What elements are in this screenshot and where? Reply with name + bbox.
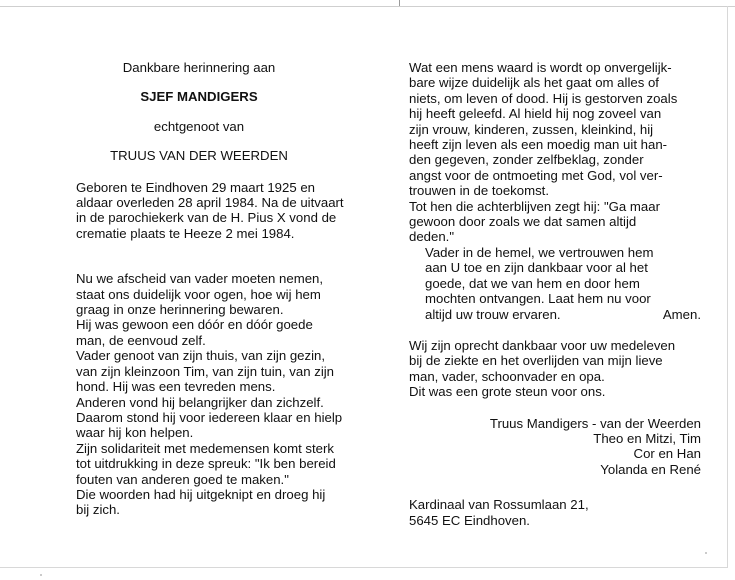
text-line: deden." [409, 229, 455, 245]
signature-line: Theo en Mitzi, Tim [593, 430, 701, 446]
right-edge-line [727, 6, 728, 568]
text-line: bij zich. [76, 502, 120, 518]
text-line: Wij zijn oprecht dankbaar voor uw medeleven [409, 337, 676, 353]
prayer-line: mochten ontvangen. Laat hem nu voor [425, 291, 651, 307]
text-line: trouwen in de toekomst. [409, 183, 550, 199]
text-line: hij heeft geleefd. Al hield hij nog zoveel van [409, 106, 662, 122]
amen-word: Amen. [662, 306, 701, 322]
text-line: van zijn kleinzoon Tim, van zijn tuin, van zijn [76, 363, 335, 379]
bio-line: crematie plaats te Heeze 2 mei 1984. [76, 225, 295, 241]
text-line: den gegeven, zonder zelfbeklag, zonder [409, 152, 644, 168]
spouse-name: TRUUS VAN DER WEERDEN [110, 148, 288, 164]
prayer-line: goede, dat we van hem en door hem [425, 275, 640, 291]
text-line: Die woorden had hij uitgeknipt en droeg hij [76, 486, 326, 502]
address-line: Kardinaal van Rossumlaan 21, [409, 497, 589, 513]
prayer-line: Vader in de hemel, we vertrouwen hem [425, 244, 654, 260]
text-line: fouten van anderen goed te maken." [76, 471, 289, 487]
prayer-line: aan U toe en zijn dankbaar voor al het [425, 260, 648, 276]
bottom-edge-line [0, 567, 728, 568]
text-line: heeft zijn leven als een moedig man uit han- [409, 137, 668, 153]
text-line: Hij was gewoon een dóór en dóór goede [76, 317, 313, 333]
text-line: graag in onze herinnering bewaren. [76, 302, 284, 318]
text-line: man, de eenvoud zelf. [76, 332, 206, 348]
print-speck [705, 552, 707, 554]
text-line: niets, om leven of dood. Hij is gestorven zoals [409, 90, 678, 106]
fold-mark [399, 0, 400, 6]
signature-line: Yolanda en René [600, 461, 701, 477]
text-line: gewoon door zoals we dat samen altijd [409, 214, 637, 230]
relation-line: echtgenoot van [153, 118, 245, 134]
text-line: angst voor de ontmoeting met God, vol ver- [409, 167, 663, 183]
text-line: Anderen vond hij belangrijker dan zichzelf. [76, 394, 324, 410]
text-line: Dit was een grote steun voor ons. [409, 384, 606, 400]
remembrance-text [76, 271, 343, 518]
intro-line: Dankbare herinnering aan [122, 60, 276, 75]
prayer [425, 245, 701, 322]
bio-line: in de parochiekerk van de H. Pius X vond de [76, 210, 337, 226]
print-speck [40, 574, 42, 576]
text-line: man, vader, schoonvader en opa. [409, 368, 605, 384]
bio-line: Geboren te Eindhoven 29 maart 1925 en [76, 179, 316, 195]
reflection-text [409, 60, 701, 245]
right-column [409, 60, 701, 528]
biography [76, 179, 344, 242]
signature-line: Cor en Han [633, 446, 701, 462]
prayer-line: altijd uw trouw ervaren. [425, 306, 561, 322]
text-line: staat ons duidelijk voor ogen, hoe wij hem [76, 286, 321, 302]
text-line: Vader genoot van zijn thuis, van zijn gezin, [76, 348, 326, 364]
prayer-closing [425, 307, 701, 322]
text-line: Tot hen die achterblijven zegt hij: "Ga maar [409, 198, 660, 214]
text-line: zijn vrouw, kinderen, zussen, kleinkind, hij [409, 121, 654, 137]
text-line: tot uitdrukking in deze spreuk: "Ik ben bereid [76, 456, 336, 472]
text-line: Zijn solidariteit met medemensen komt sterk [76, 440, 334, 456]
text-line: hond. Hij was een tevreden mens. [76, 379, 276, 395]
deceased-name: SJEF MANDIGERS [140, 89, 258, 105]
address-line: 5645 EC Eindhoven. [409, 512, 530, 528]
text-line: waar hij kon helpen. [76, 425, 194, 441]
text-line: bare wijze duidelijk als het gaat om alles of [409, 75, 659, 91]
fold-line [0, 6, 735, 7]
text-line: Daarom stond hij voor iedereen klaar en hielp [76, 409, 343, 425]
text-line: Nu we afscheid van vader moeten nemen, [76, 271, 324, 287]
signature-line: Truus Mandigers - van der Weerden [489, 415, 701, 431]
address [409, 497, 701, 528]
text-line: Wat een mens waard is wordt op onvergelijk- [409, 60, 672, 75]
thanks-text [409, 338, 701, 400]
signatures [409, 416, 701, 478]
bio-line: aldaar overleden 28 april 1984. Na de uitvaart [76, 195, 344, 211]
left-column [76, 60, 344, 518]
text-line: bij de ziekte en het overlijden van mijn lieve [409, 353, 663, 369]
